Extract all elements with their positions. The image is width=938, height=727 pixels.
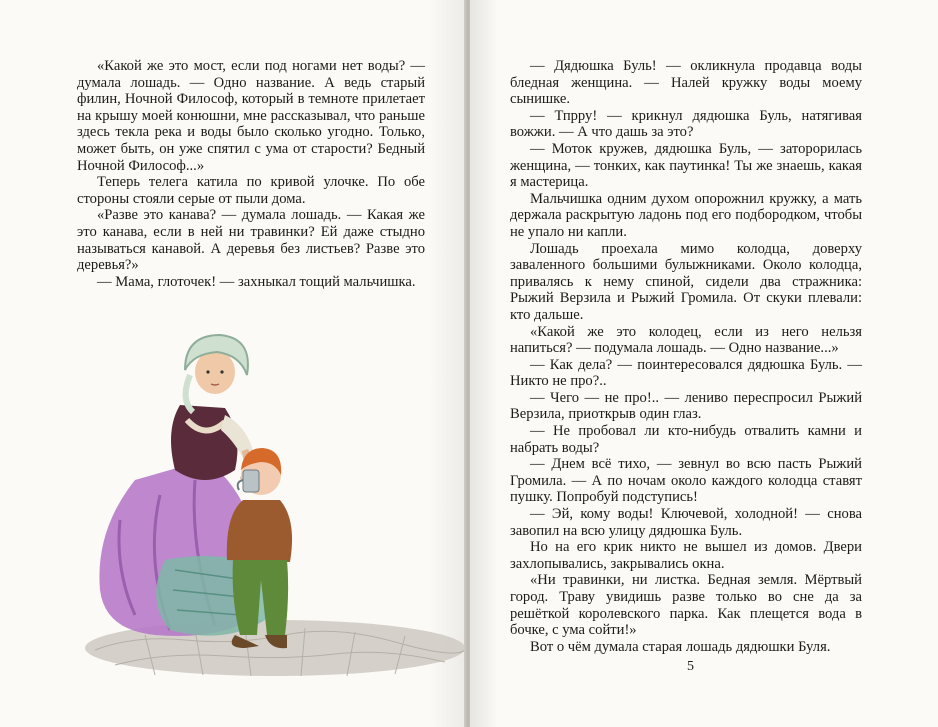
paragraph: — Тпрру! — крикнул дядюшка Буль, натягивая вожжи. — А что дашь за это?	[510, 107, 862, 141]
paragraph: «Разве это канава? — думала лошадь. — Какая же это канава, если в ней ни травинки? Ей даже стыдно называться канавой. А деревья без листьев? Разве это деревья?»	[77, 207, 425, 274]
paragraph: — Эй, кому воды! Ключевой, холодной! — снова завопил на всю улицу дядюшка Буль.	[510, 506, 862, 539]
paragraph: — Моток кружев, дядюшка Буль, — затороpилась женщина, — тонких, как паутинка! Ты же знаешь, какая я мастерица.	[510, 140, 862, 191]
paragraph: Мальчишка одним духом опорожнил кружку, а мать держала раскрытую ладонь под его подбородком, чтобы не упало ни капли.	[510, 190, 862, 240]
left-page	[0, 0, 466, 727]
paragraph: — Днем всё тихо, — зевнул во всю пасть Рыжий Громила. — А по ночам около каждого колодца ставят пушку. Попробуй подступись!	[510, 456, 862, 506]
boy-jacket	[227, 500, 292, 562]
paragraph: — Как дела? — поинтересовался дядюшка Буль. — Никто не про?..	[510, 356, 862, 390]
paragraph: — Мама, глоточек! — захныкал тощий мальчишка.	[97, 273, 416, 290]
left-page-text	[77, 58, 425, 290]
paragraph: «Какой же это колодец, если из него нельзя напиться? — подумала лошадь. — Одно название...»	[510, 323, 862, 357]
paragraph: Вот о чём думала старая лошадь дядюшки Буля.	[530, 638, 831, 655]
paragraph: — Чего — не про!.. — лениво переспросил Рыжий Верзила, приоткрыв один глаз.	[510, 389, 862, 423]
illustration-mother-and-boy	[75, 330, 470, 690]
page-number: 5	[687, 659, 694, 674]
right-page-text	[510, 58, 862, 655]
mug	[243, 470, 259, 492]
paragraph: Но на его крик никто не вышел из домов. Двери захлопывались, закрывались окна.	[510, 539, 862, 572]
right-page	[470, 0, 938, 727]
paragraph: Лошадь проехала мимо колодца, доверху заваленного большими булыжниками. Около колодца, привалясь к нему спиной, сидели два стражника: Рыжий Верзила и Рыжий Громила. От скуки плевали: кто дальше.	[510, 240, 862, 323]
paragraph: «Какой же это мост, если под ногами нет воды? — думала лошадь. — Одно название. А ведь старый филин, Ночной Философ, который в темноте прилетает на крышу моей конюшни, мне рассказывал, что раньше здесь текла река и воды было сколько угодно. Только, может быть, он уже спятил с ума от старости? Бедный Ночной Философ...»	[77, 58, 425, 174]
paragraph: — Дядюшка Буль! — окликнула продавца воды бледная женщина. — Налей кружку воды моему сынишке.	[510, 58, 862, 108]
paragraph: Теперь телега катила по кривой улочке. По обе стороны стояли серые от пыли дома.	[77, 174, 425, 207]
paragraph: — Не пробовал ли кто-нибудь отвалить камни и набрать воды?	[510, 423, 862, 456]
mother-bodice	[171, 405, 237, 480]
paragraph: «Ни травинки, ни листка. Бедная земля. Мёртвый город. Траву увидишь разве только во сне да за решёткой королевского парка. Как плещется вода в бочке, с ума сойти!»	[510, 572, 862, 639]
